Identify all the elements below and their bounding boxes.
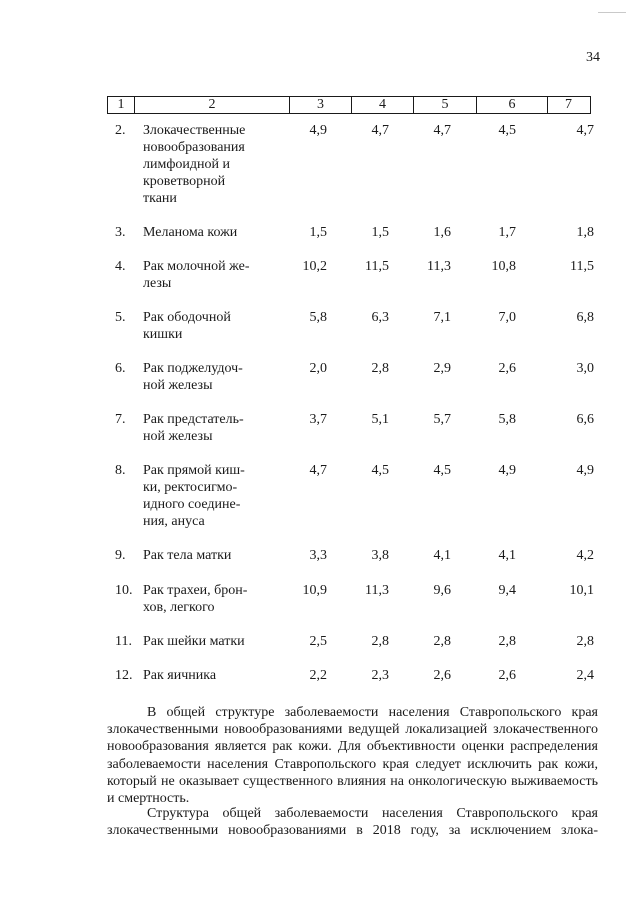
row-value-col3: 10,9: [302, 583, 327, 598]
row-name: Рак тела матки: [143, 548, 232, 563]
row-value-col5: 2,9: [433, 361, 451, 376]
row-number: 2.: [115, 123, 126, 138]
row-value-col7: 10,1: [569, 583, 594, 598]
row-value-col3: 10,2: [302, 259, 327, 274]
row-number: 12.: [115, 668, 133, 683]
row-name: Рак ободочной кишки: [143, 310, 231, 342]
row-value-col6: 10,8: [491, 259, 516, 274]
row-value-col4: 2,8: [371, 361, 389, 376]
row-value-col5: 4,1: [433, 548, 451, 563]
row-name: Рак молочной же- лезы: [143, 259, 250, 291]
row-value-col7: 6,8: [576, 310, 594, 325]
row-value-col3: 4,9: [309, 123, 327, 138]
row-value-col6: 4,9: [498, 463, 516, 478]
corner-mark: [598, 12, 626, 13]
row-name: Рак поджелудоч- ной железы: [143, 361, 243, 393]
row-value-col6: 4,1: [498, 548, 516, 563]
row-value-col6: 2,6: [498, 668, 516, 683]
row-value-col6: 9,4: [498, 583, 516, 598]
row-value-col7: 2,8: [576, 634, 594, 649]
row-value-col4: 11,3: [365, 583, 389, 598]
row-value-col5: 2,8: [433, 634, 451, 649]
row-name: Меланома кожи: [143, 225, 238, 240]
row-number: 4.: [115, 259, 126, 274]
row-value-col4: 3,8: [371, 548, 389, 563]
row-value-col4: 2,8: [371, 634, 389, 649]
column-number-7: 7: [565, 97, 572, 112]
row-value-col6: 4,5: [498, 123, 516, 138]
row-value-col5: 11,3: [427, 259, 451, 274]
column-number-1: 1: [108, 97, 135, 113]
row-value-col6: 2,8: [498, 634, 516, 649]
page-number: 34: [586, 50, 600, 65]
column-number-3: 3: [290, 97, 352, 113]
row-value-col4: 4,5: [371, 463, 389, 478]
row-value-col5: 4,7: [433, 123, 451, 138]
row-value-col7: 1,8: [576, 225, 594, 240]
column-number-4: 4: [352, 97, 414, 113]
row-value-col7: 4,9: [576, 463, 594, 478]
row-name: Рак шейки матки: [143, 634, 245, 649]
column-number-6: 6: [477, 97, 548, 113]
row-number: 7.: [115, 412, 126, 427]
body-paragraph: В общей структуре заболеваемости населения Ставропольского края злокачественными новообразованиями ведущей локализацией злокачественного новообразования является рак кожи. Для объективности оценки распределения заболеваемости населения Ставропольского края следует исключить рак кожи, который не оказывает существенного влияния на онкологическую выживаемость и смертность.: [107, 705, 598, 807]
row-value-col5: 1,6: [433, 225, 451, 240]
row-number: 3.: [115, 225, 126, 240]
row-number: 6.: [115, 361, 126, 376]
row-value-col7: 3,0: [576, 361, 594, 376]
row-value-col4: 2,3: [371, 668, 389, 683]
row-value-col3: 1,5: [309, 225, 327, 240]
row-value-col4: 4,7: [371, 123, 389, 138]
row-value-col3: 2,5: [309, 634, 327, 649]
body-paragraph: Структура общей заболеваемости населения Ставропольского края злокачественными новообразованиями в 2018 году, за исключением злока-: [107, 806, 598, 839]
column-number-2: 2: [135, 97, 290, 113]
table-column-header: [107, 96, 591, 114]
row-number: 9.: [115, 548, 126, 563]
row-value-col4: 1,5: [371, 225, 389, 240]
row-value-col6: 2,6: [498, 361, 516, 376]
row-value-col3: 2,2: [309, 668, 327, 683]
row-value-col7: 4,7: [576, 123, 594, 138]
row-value-col7: 4,2: [576, 548, 594, 563]
row-value-col7: 6,6: [576, 412, 594, 427]
row-name: Рак трахеи, брон- хов, легкого: [143, 583, 248, 615]
row-value-col3: 4,7: [309, 463, 327, 478]
row-value-col6: 1,7: [498, 225, 516, 240]
row-value-col4: 5,1: [371, 412, 389, 427]
row-name: Рак предстатель- ной железы: [143, 412, 244, 444]
row-value-col7: 11,5: [570, 259, 594, 274]
row-name: Рак яичника: [143, 668, 217, 683]
row-number: 11.: [115, 634, 132, 649]
row-number: 10.: [115, 583, 133, 598]
row-value-col5: 2,6: [433, 668, 451, 683]
row-value-col5: 9,6: [433, 583, 451, 598]
row-value-col3: 5,8: [309, 310, 327, 325]
row-value-col6: 7,0: [498, 310, 516, 325]
row-name: Злокачественные новообразования лимфоидной и кроветворной ткани: [143, 123, 246, 206]
row-name: Рак прямой киш- ки, ректосигмо- идного соедине- ния, ануса: [143, 463, 245, 529]
row-value-col4: 6,3: [371, 310, 389, 325]
row-value-col3: 3,3: [309, 548, 327, 563]
row-value-col5: 5,7: [433, 412, 451, 427]
row-number: 8.: [115, 463, 126, 478]
row-value-col4: 11,5: [365, 259, 389, 274]
column-number-5: 5: [414, 97, 477, 113]
row-value-col5: 4,5: [433, 463, 451, 478]
row-value-col3: 3,7: [309, 412, 327, 427]
row-value-col6: 5,8: [498, 412, 516, 427]
row-number: 5.: [115, 310, 126, 325]
row-value-col7: 2,4: [576, 668, 594, 683]
row-value-col5: 7,1: [433, 310, 451, 325]
row-value-col3: 2,0: [309, 361, 327, 376]
